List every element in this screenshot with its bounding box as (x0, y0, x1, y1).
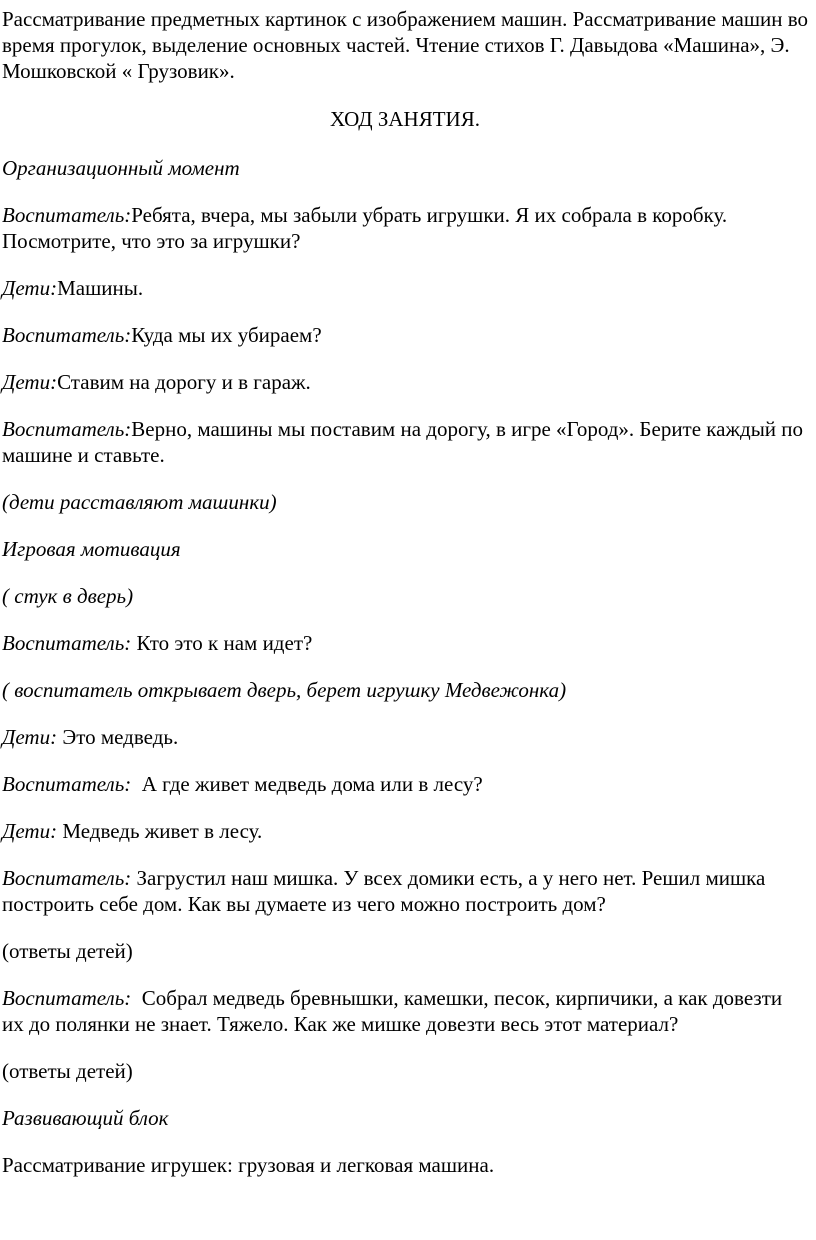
paragraph-dialogue (2, 630, 808, 656)
speaker-label: Воспитатель: (2, 986, 132, 1010)
paragraph-text: Машины. (57, 276, 144, 300)
paragraph-org-moment (2, 155, 808, 181)
paragraph-dialogue (2, 818, 808, 844)
paragraph-text: Верно, машины мы поставим на дорогу, в игре «Город». Берите каждый по машине и ставьте. (2, 417, 804, 467)
paragraph-text: (ответы детей) (2, 1059, 133, 1083)
paragraph-lead: Игровая мотивация (2, 537, 181, 561)
paragraph-text: Ребята, вчера, мы забыли убрать игрушки. Я их собрала в коробку. Посмотрите, что это за игрушки? (2, 203, 728, 253)
intro-paragraph: Рассматривание предметных картинок с изображением машин. Рассматривание машин во время прогулок, выделение основных частей. Чтение стихов Г. Давыдова «Машина», Э. Мошковской « Грузовик». (2, 7, 808, 83)
paragraph-text: Загрустил наш мишка. У всех домики есть, а у него нет. Решил мишка построить себе дом. Как вы думаете из чего можно построить дом? (2, 866, 766, 916)
speaker-label: Воспитатель: (2, 631, 132, 655)
speaker-label: Дети: (2, 819, 58, 843)
paragraph-lead: Развивающий блок (2, 1106, 169, 1130)
speaker-label: Воспитатель: (2, 772, 132, 796)
paragraph-lead: ( стук в дверь) (2, 584, 134, 608)
paragraph-dialogue (2, 724, 808, 750)
paragraph-section-label (2, 1105, 808, 1131)
paragraph-text: Кто это к нам идет? (131, 631, 313, 655)
paragraph-answers (2, 938, 808, 964)
paragraph-lead: (дети расставляют машинки) (2, 490, 277, 514)
paragraph-text: Медведь живет в лесу. (57, 819, 263, 843)
paragraph-lead: Организационный момент (2, 156, 240, 180)
paragraph-stage-direction (2, 677, 808, 703)
paragraph-dialogue (2, 275, 808, 301)
paragraph-answers (2, 1058, 808, 1084)
speaker-label: Воспитатель: (2, 203, 132, 227)
paragraph-text: (ответы детей) (2, 939, 133, 963)
speaker-label: Воспитатель: (2, 323, 132, 347)
section-heading: ХОД ЗАНЯТИЯ. (330, 107, 480, 131)
paragraph-text: Это медведь. (57, 725, 179, 749)
paragraph-dialogue (2, 865, 808, 917)
paragraph-text: Куда мы их убираем? (131, 323, 322, 347)
paragraph-dialogue (2, 771, 808, 797)
paragraph-dialogue (2, 322, 808, 348)
paragraph-stage-direction (2, 583, 808, 609)
paragraph-dialogue (2, 416, 808, 468)
speaker-label: Воспитатель: (2, 866, 132, 890)
paragraph-dialogue (2, 202, 808, 254)
speaker-label: Дети: (2, 370, 58, 394)
paragraph-text: Ставим на дорогу и в гараж. (57, 370, 311, 394)
paragraph-dialogue (2, 369, 808, 395)
paragraph-body (2, 1152, 808, 1178)
paragraph-text: А где живет медведь дома или в лесу? (131, 772, 483, 796)
paragraph-text: Рассматривание игрушек: грузовая и легковая машина. (2, 1153, 495, 1177)
paragraph-lead: ( воспитатель открывает дверь, берет игрушку Медвежонка) (2, 678, 567, 702)
speaker-label: Воспитатель: (2, 417, 132, 441)
paragraph-stage-direction (2, 489, 808, 515)
speaker-label: Дети: (2, 276, 58, 300)
paragraph-section-label (2, 536, 808, 562)
paragraph-dialogue (2, 985, 808, 1037)
paragraph-text: Собрал медведь бревнышки, камешки, песок, кирпичики, а как довезти их до полянки не знает. Тяжело. Как же мишке довезти весь этот материал? (2, 986, 788, 1036)
speaker-label: Дети: (2, 725, 58, 749)
